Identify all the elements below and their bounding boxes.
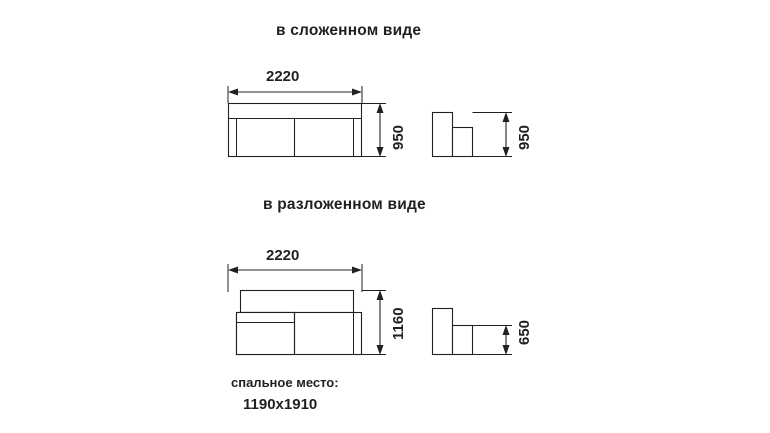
section-title-folded: в сложенном виде [276,22,422,39]
bed-size-label: спальное место: [231,375,339,390]
unfolded-front-view [237,291,362,355]
folded-width-dimension [228,86,362,103]
unfolded-side-height-label: 650 [516,319,533,345]
bed-size-value: 1190x1910 [243,396,318,413]
unfolded-front-height-dimension [362,290,386,355]
unfolded-side-height-dimension [473,325,513,355]
folded-width-label: 2220 [266,68,300,85]
folded-front-height-dimension [362,103,386,157]
unfolded-side-view [433,309,473,355]
folded-side-view [433,113,473,157]
folded-front-view [229,104,362,157]
folded-side-height-label: 950 [516,124,533,150]
unfolded-front-height-label: 1160 [390,307,407,340]
unfolded-width-label: 2220 [266,247,300,264]
folded-side-height-dimension [473,112,513,157]
section-title-unfolded: в разложенном виде [263,196,426,213]
unfolded-width-dimension [228,264,362,292]
folded-front-height-label: 950 [390,124,407,150]
